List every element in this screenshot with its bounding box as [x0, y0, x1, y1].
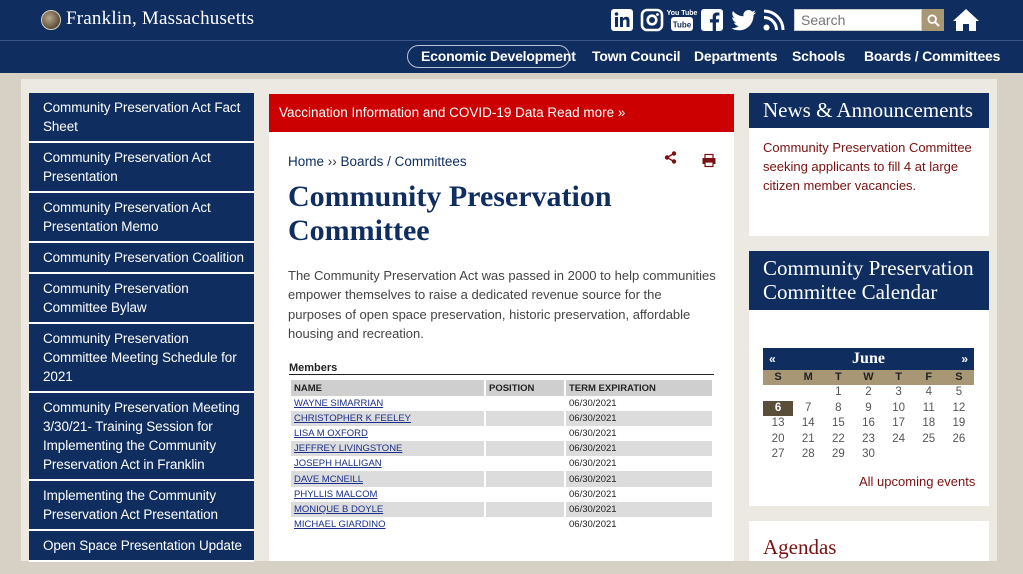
calendar-day[interactable]: 14	[801, 417, 815, 429]
nav-boards-committees[interactable]: Boards / Committees	[864, 48, 1001, 64]
calendar-day-empty	[884, 447, 914, 463]
calendar-day[interactable]: 4	[925, 386, 932, 398]
covid-alert-banner[interactable]: Vaccination Information and COVID-19 Data Read more »	[269, 94, 734, 132]
member-position	[485, 487, 565, 502]
sidebar-item-cp-coalition[interactable]: Community Preservation Coalition	[29, 243, 254, 274]
calendar-grid	[763, 370, 974, 463]
calendar-day[interactable]: 27	[771, 448, 785, 460]
calendar-dow: T	[823, 370, 853, 385]
mini-calendar	[763, 348, 974, 463]
calendar-day[interactable]: 7	[805, 401, 812, 414]
calendar-day[interactable]: 1	[835, 386, 842, 398]
all-upcoming-events-link[interactable]: All upcoming events	[859, 474, 976, 489]
print-icon[interactable]	[702, 154, 716, 172]
search-icon	[927, 14, 940, 27]
calendar-day-today[interactable]: 6	[763, 401, 793, 417]
nav-departments[interactable]: Departments	[694, 48, 778, 64]
sidebar-item-open-space-update[interactable]: Open Space Presentation Update	[29, 531, 254, 562]
calendar-dow: S	[763, 370, 793, 385]
member-name-link[interactable]: WAYNE SIMARRIAN	[294, 398, 384, 410]
news-panel	[749, 93, 989, 236]
calendar-day[interactable]: 19	[952, 417, 966, 429]
sidebar-item-cpa-presentation[interactable]: Community Preservation Act Presentation	[29, 143, 254, 193]
table-row	[291, 502, 713, 517]
calendar-next-button[interactable]: »	[961, 352, 968, 366]
search-input[interactable]	[794, 9, 922, 31]
member-term: 06/30/2021	[565, 441, 713, 456]
calendar-day[interactable]: 17	[892, 417, 906, 429]
main-nav	[0, 40, 1023, 73]
member-name-link[interactable]: PHYLLIS MALCOM	[294, 488, 378, 500]
calendar-day[interactable]: 29	[831, 448, 845, 460]
sidebar-item-cpc-meeting-schedule[interactable]: Community Preservation Committee Meeting Schedule for 2021	[29, 324, 254, 393]
town-seal-icon[interactable]	[41, 10, 61, 30]
member-name-link[interactable]: CHRISTOPHER K FEELEY	[294, 413, 412, 425]
calendar-dow: S	[944, 370, 974, 385]
member-name-link[interactable]: MONIQUE B DOYLE	[294, 503, 384, 515]
agendas-heading: Agendas	[763, 535, 837, 559]
member-term: 06/30/2021	[565, 426, 713, 441]
twitter-icon[interactable]	[730, 8, 756, 32]
members-label: Members	[289, 362, 338, 374]
calendar-day[interactable]: 16	[862, 417, 875, 429]
calendar-day[interactable]: 13	[771, 417, 785, 429]
member-name-link[interactable]: MICHAEL GIARDINO	[294, 518, 386, 530]
agendas-panel	[749, 521, 989, 561]
facebook-icon[interactable]	[700, 8, 724, 32]
sidebar-item-cp-meeting-training[interactable]: Community Preservation Meeting 3/30/21- Training Session for Implementing the Community Preservation Act in Franklin	[29, 393, 254, 481]
member-name-link[interactable]: DAVE MCNEILL	[294, 473, 363, 485]
member-position	[485, 411, 565, 426]
calendar-day[interactable]: 24	[892, 432, 906, 445]
breadcrumb-boards[interactable]: Boards / Committees	[340, 154, 467, 169]
table-row	[291, 471, 713, 486]
calendar-day[interactable]: 21	[801, 432, 815, 445]
table-row	[291, 456, 713, 471]
main-content	[269, 94, 734, 561]
calendar-day[interactable]: 30	[862, 448, 875, 460]
member-term: 06/30/2021	[565, 396, 713, 411]
member-position	[485, 471, 565, 486]
calendar-day[interactable]: 3	[895, 386, 902, 398]
top-header	[0, 0, 1023, 40]
nav-economic-development[interactable]: Economic Development	[421, 48, 576, 64]
sidebar-item-cpa-fact-sheet[interactable]: Community Preservation Act Fact Sheet	[29, 93, 254, 143]
news-item-link[interactable]: Community Preservation Committee seeking applicants to fill 4 at large citizen member vacancies.	[763, 140, 972, 193]
table-row	[291, 487, 713, 502]
calendar-day[interactable]: 18	[922, 417, 936, 429]
member-position	[485, 426, 565, 441]
calendar-heading: Community Preservation Committee Calendar	[749, 251, 989, 310]
svg-text:Tube: Tube	[672, 20, 692, 30]
member-name-link[interactable]: JEFFREY LIVINGSTONE	[294, 443, 403, 455]
share-icon[interactable]	[664, 151, 677, 169]
member-name-link[interactable]: LISA M OXFORD	[294, 428, 368, 440]
member-position	[485, 396, 565, 411]
column-header-position: POSITION	[485, 380, 565, 396]
member-term: 06/30/2021	[565, 502, 713, 517]
member-term: 06/30/2021	[565, 411, 713, 426]
breadcrumb-separator: ››	[327, 154, 337, 169]
youtube-icon[interactable]	[666, 8, 698, 32]
calendar-day[interactable]: 11	[922, 401, 935, 414]
member-position	[485, 502, 565, 517]
member-term: 06/30/2021	[565, 487, 713, 502]
nav-schools[interactable]: Schools	[792, 48, 846, 64]
search-button[interactable]	[922, 9, 944, 31]
calendar-day[interactable]: 8	[835, 401, 842, 414]
calendar-day-empty	[914, 447, 944, 463]
calendar-dow: W	[853, 370, 883, 385]
table-row	[291, 396, 713, 411]
sidebar	[29, 93, 254, 562]
calendar-day[interactable]: 12	[952, 401, 966, 414]
calendar-day[interactable]: 23	[862, 432, 875, 445]
member-term: 06/30/2021	[565, 471, 713, 486]
calendar-day[interactable]: 5	[955, 386, 963, 398]
sidebar-item-cpa-presentation-memo[interactable]: Community Preservation Act Presentation Memo	[29, 193, 254, 243]
calendar-day[interactable]: 25	[922, 432, 936, 445]
table-row	[291, 517, 713, 532]
member-position	[485, 441, 565, 456]
home-button[interactable]	[952, 7, 980, 33]
rss-icon[interactable]	[762, 8, 786, 32]
members-divider	[289, 374, 714, 375]
linkedin-icon[interactable]	[610, 8, 634, 32]
table-row	[291, 426, 713, 441]
calendar-day[interactable]: 2	[865, 386, 872, 398]
calendar-day[interactable]: 9	[865, 401, 872, 414]
calendar-prev-button[interactable]: «	[769, 352, 776, 366]
calendar-day[interactable]: 10	[892, 401, 906, 414]
calendar-day-empty	[763, 385, 793, 401]
calendar-dow: M	[793, 370, 823, 385]
column-header-name: NAME	[291, 380, 485, 396]
sidebar-item-cpc-bylaw[interactable]: Community Preservation Committee Bylaw	[29, 274, 254, 324]
site-title[interactable]: Franklin, Massachusetts	[66, 8, 255, 29]
breadcrumb-home[interactable]: Home	[288, 154, 325, 169]
intro-paragraph: The Community Preservation Act was passed in 2000 to help communities empower themselves to raise a dedicated revenue source for the purposes of open space preservation, historic preservation, affordable housing and recreation.	[288, 268, 716, 341]
home-icon	[952, 7, 980, 33]
calendar-day[interactable]: 28	[801, 448, 815, 460]
instagram-icon[interactable]	[640, 8, 664, 32]
table-header-row	[291, 380, 713, 396]
column-header-term: TERM EXPIRATION	[565, 380, 713, 396]
calendar-month-bar	[763, 348, 974, 370]
member-position	[485, 456, 565, 471]
breadcrumb	[288, 154, 467, 169]
calendar-day[interactable]: 26	[952, 432, 966, 445]
calendar-day-empty	[944, 447, 974, 463]
table-row	[291, 411, 713, 426]
calendar-day[interactable]: 22	[831, 432, 845, 445]
calendar-dow: F	[914, 370, 944, 385]
news-heading: News & Announcements	[749, 93, 989, 128]
svg-text:You Tube: You Tube	[666, 10, 698, 17]
calendar-day[interactable]: 15	[831, 417, 845, 429]
calendar-day[interactable]: 20	[771, 432, 785, 445]
calendar-day-empty	[793, 385, 823, 401]
member-term: 06/30/2021	[565, 517, 713, 532]
member-position	[485, 517, 565, 532]
nav-town-council[interactable]: Town Council	[592, 48, 681, 64]
calendar-dow: T	[884, 370, 914, 385]
member-term: 06/30/2021	[565, 456, 713, 471]
calendar-month: June	[852, 350, 885, 367]
sidebar-item-implementing-cpa[interactable]: Implementing the Community Preservation Act Presentation	[29, 481, 254, 531]
member-name-link[interactable]: JOSEPH HALLIGAN	[294, 458, 382, 470]
page-title: Community Preservation Committee	[288, 180, 612, 247]
table-row	[291, 441, 713, 456]
members-table	[291, 380, 714, 532]
